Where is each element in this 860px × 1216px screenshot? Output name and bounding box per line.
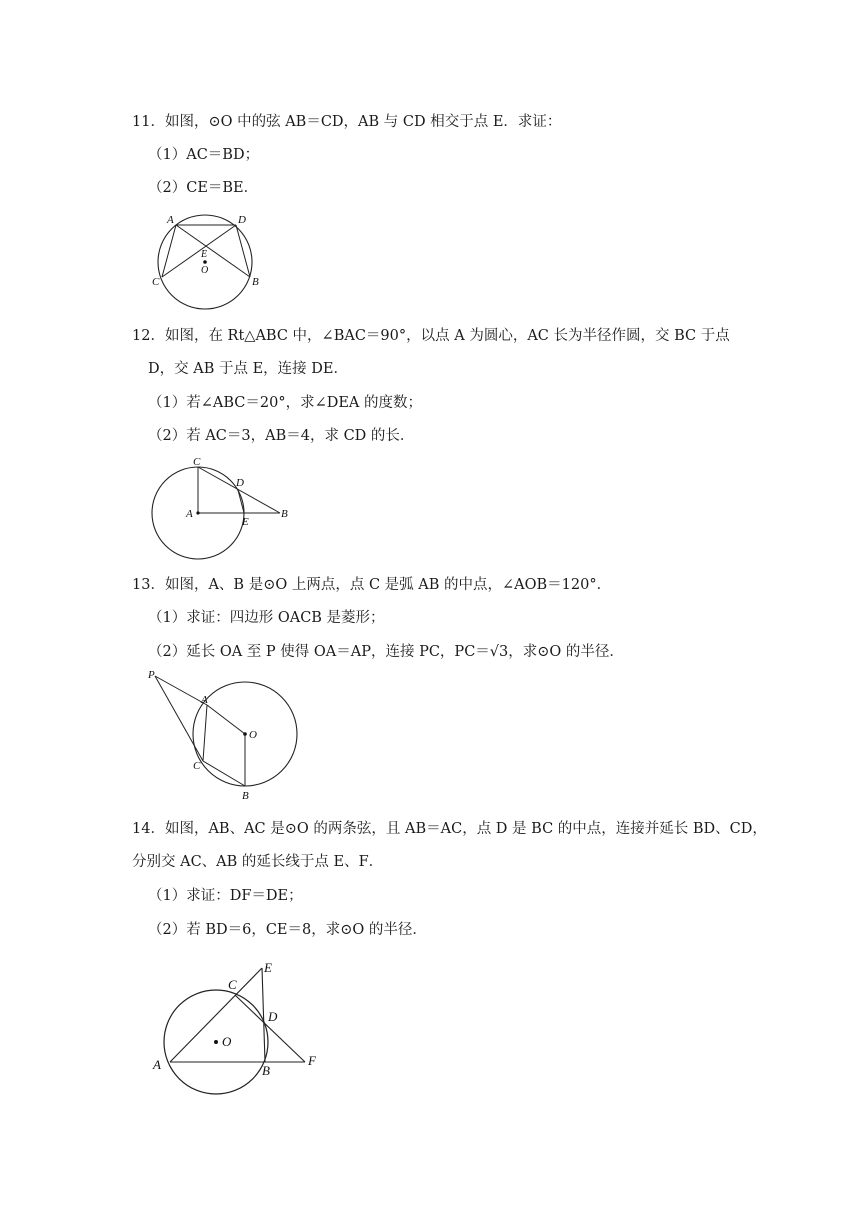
problem-number: 13．	[132, 577, 165, 593]
problem-13-part-2: （2）延长 OA 至 P 使得 OA＝AP，连接 PC，PC＝√3，求⊙O 的半径．	[148, 644, 624, 660]
label-C: C	[193, 456, 201, 468]
problem-14-part-2: （2）若 BD＝6，CE＝8，求⊙O 的半径．	[148, 922, 427, 938]
problem-number: 14．	[132, 821, 165, 837]
label-O: O	[249, 729, 257, 741]
problem-text: 如图，在 Rt△ABC 中，∠BAC＝90°，以点 A 为圆心，AC 长为半径作圆，交 BC 于点	[164, 328, 730, 344]
label-D: D	[236, 477, 244, 489]
label-D: D	[238, 214, 246, 226]
label-E: E	[264, 960, 272, 975]
problem-14-statement-line1	[132, 819, 767, 839]
label-O: O	[222, 1034, 232, 1049]
problem-13-part-1: （1）求证：四边形 OACB 是菱形；	[148, 610, 385, 626]
problem-12-part-1: （1）若∠ABC＝20°，求∠DEA 的度数；	[148, 395, 423, 411]
problem-14-figure	[150, 955, 330, 1095]
label-D: D	[268, 1009, 278, 1024]
problem-11-part-2: （2）CE＝BE．	[148, 180, 259, 196]
problem-11-statement	[132, 112, 561, 132]
label-C: C	[193, 760, 201, 772]
problem-number: 11．	[132, 114, 165, 130]
label-F: F	[308, 1053, 316, 1068]
problem-number: 12．	[132, 328, 165, 344]
problem-12-figure	[148, 455, 298, 560]
problem-14-statement-line2: 分别交 AC、AB 的延长线于点 E、F．	[132, 854, 384, 870]
problem-12-part-2: （2）若 AC＝3，AB＝4，求 CD 的长．	[148, 428, 415, 444]
problem-text: 如图，⊙O 中的弦 AB＝CD，AB 与 CD 相交于点 E．求证：	[164, 114, 562, 130]
label-A: A	[153, 1057, 161, 1072]
label-P: P	[148, 669, 155, 681]
label-A: A	[186, 508, 193, 520]
problem-13-figure	[145, 668, 305, 803]
problem-14-part-1: （1）求证：DF＝DE；	[148, 888, 303, 904]
label-B: B	[281, 508, 288, 520]
problem-12-statement-line2: D，交 AB 于点 E，连接 DE．	[148, 361, 348, 377]
label-B: B	[242, 790, 249, 802]
label-B: B	[252, 276, 259, 288]
label-A: A	[201, 694, 208, 706]
problem-12-statement-line1	[132, 326, 730, 346]
label-E: E	[201, 249, 208, 260]
problem-text: 如图，AB、AC 是⊙O 的两条弦，且 AB＝AC，点 D 是 BC 的中点，连接并延长 BD、CD，	[164, 821, 767, 837]
label-O: O	[201, 265, 209, 276]
label-A: A	[167, 214, 174, 226]
problem-13-statement	[132, 575, 611, 595]
label-E: E	[242, 516, 249, 528]
label-B: B	[262, 1063, 270, 1078]
label-C: C	[228, 977, 237, 992]
label-C: C	[152, 276, 160, 288]
problem-text: 如图，A、B 是⊙O 上两点，点 C 是弧 AB 的中点，∠AOB＝120°．	[164, 577, 612, 593]
problem-11-figure	[140, 205, 280, 315]
problem-11-part-1: （1）AC＝BD；	[148, 147, 260, 163]
